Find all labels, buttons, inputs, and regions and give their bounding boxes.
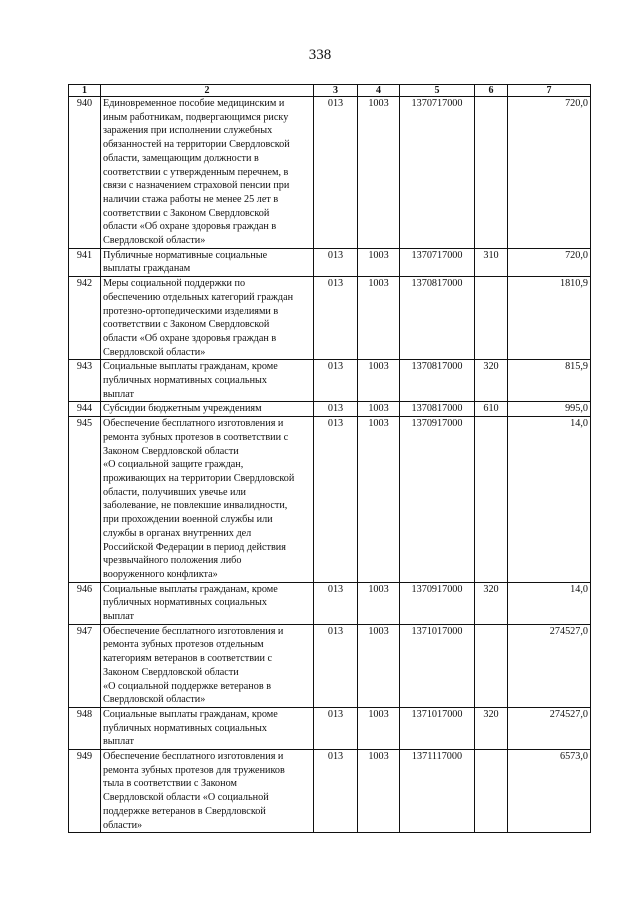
row-description — [101, 277, 314, 360]
row-target-article: 1370917000 — [400, 582, 475, 624]
row-expense-type — [475, 624, 508, 707]
row-section-code: 1003 — [358, 248, 400, 276]
row-description — [101, 624, 314, 707]
description-line: выплат — [103, 736, 134, 748]
table-row — [69, 248, 591, 276]
row-expense-type: 610 — [475, 402, 508, 417]
row-number: 946 — [69, 582, 101, 624]
row-target-article: 1370717000 — [400, 97, 475, 249]
row-amount: 274527,0 — [508, 707, 591, 749]
row-number: 943 — [69, 360, 101, 402]
row-target-article: 1371117000 — [400, 750, 475, 833]
row-number: 942 — [69, 277, 101, 360]
row-description — [101, 582, 314, 624]
description-line: Единовременное пособие медицинским и — [103, 98, 285, 109]
description-line: поддержке ветеранов в Свердловской — [103, 805, 266, 817]
description-line: публичных нормативных социальных — [103, 597, 267, 609]
row-section-code: 1003 — [358, 750, 400, 833]
row-number: 947 — [69, 624, 101, 707]
description-line: Свердловской области «О социальной — [103, 792, 269, 804]
row-target-article: 1371017000 — [400, 624, 475, 707]
row-description — [101, 360, 314, 402]
row-expense-type: 320 — [475, 582, 508, 624]
row-number: 941 — [69, 248, 101, 276]
description-line: заболевание, не повлекшие инвалидности, — [103, 500, 288, 512]
row-target-article: 1370917000 — [400, 417, 475, 582]
row-ministry-code: 013 — [314, 417, 358, 582]
row-amount: 720,0 — [508, 248, 591, 276]
description-line: Российской Федерации в период действия — [103, 541, 286, 553]
row-amount: 995,0 — [508, 402, 591, 417]
table-row — [69, 360, 591, 402]
description-line: публичных нормативных социальных — [103, 722, 267, 734]
header-col-2: 2 — [101, 85, 314, 97]
row-description — [101, 248, 314, 276]
description-line: ремонта зубных протезов отдельным — [103, 639, 264, 651]
description-line: иным работникам, подвергающимся риску — [103, 111, 289, 123]
description-line: чрезвычайного положения либо — [103, 555, 242, 567]
description-line: области «Об охране здоровья граждан в — [103, 332, 277, 344]
description-line: выплат — [103, 611, 134, 623]
row-description — [101, 97, 314, 249]
row-number: 940 — [69, 97, 101, 249]
row-target-article: 1370817000 — [400, 402, 475, 417]
description-line: выплат — [103, 388, 134, 400]
description-line: Свердловской области» — [103, 346, 206, 358]
row-number: 944 — [69, 402, 101, 417]
description-line: заражения при исполнении служебных — [103, 125, 273, 137]
table-row — [69, 97, 591, 249]
description-line: «О социальной поддержке ветеранов в — [103, 680, 272, 692]
row-description — [101, 707, 314, 749]
description-line: Субсидии бюджетным учреждениям — [103, 403, 262, 415]
description-line: Социальные выплаты гражданам, кроме — [103, 583, 278, 595]
description-line: протезно-ортопедическими изделиями в — [103, 305, 279, 317]
header-col-5: 5 — [400, 85, 475, 97]
row-section-code: 1003 — [358, 402, 400, 417]
description-line: области, замещающим должности в — [103, 152, 259, 164]
description-line: при прохождении военной службы или — [103, 514, 273, 526]
header-col-1: 1 — [69, 85, 101, 97]
description-line: обеспечению отдельных категорий граждан — [103, 291, 294, 303]
budget-table — [68, 84, 591, 833]
row-target-article: 1371017000 — [400, 707, 475, 749]
description-line: соответствии с утвержденным перечнем, в — [103, 166, 289, 178]
description-line: Законом Свердловской области — [103, 666, 239, 678]
description-line: соответствии с Законом Свердловской — [103, 319, 270, 331]
row-section-code: 1003 — [358, 582, 400, 624]
row-ministry-code: 013 — [314, 582, 358, 624]
description-line: категориям ветеранов в соответствии с — [103, 653, 273, 665]
row-ministry-code: 013 — [314, 750, 358, 833]
description-line: Свердловской области» — [103, 694, 206, 706]
description-line: Социальные выплаты гражданам, кроме — [103, 361, 278, 373]
header-col-7: 7 — [508, 85, 591, 97]
row-amount: 6573,0 — [508, 750, 591, 833]
table-row — [69, 624, 591, 707]
description-line: тыла в соответствии с Законом — [103, 778, 237, 790]
description-line: Законом Свердловской области — [103, 445, 239, 457]
row-expense-type: 310 — [475, 248, 508, 276]
description-line: ремонта зубных протезов для тружеников — [103, 764, 285, 776]
row-expense-type — [475, 97, 508, 249]
header-row — [69, 85, 591, 97]
description-line: соответствии с Законом Свердловской — [103, 207, 270, 219]
row-amount: 1810,9 — [508, 277, 591, 360]
row-target-article: 1370717000 — [400, 248, 475, 276]
table-row — [69, 417, 591, 582]
table-row — [69, 402, 591, 417]
row-amount: 720,0 — [508, 97, 591, 249]
description-line: проживающих на территории Свердловской — [103, 472, 295, 484]
row-ministry-code: 013 — [314, 707, 358, 749]
row-number: 949 — [69, 750, 101, 833]
row-expense-type — [475, 750, 508, 833]
row-number: 945 — [69, 417, 101, 582]
description-line: области» — [103, 819, 143, 831]
row-ministry-code: 013 — [314, 624, 358, 707]
description-line: Обеспечение бесплатного изготовления и — [103, 751, 284, 763]
row-section-code: 1003 — [358, 707, 400, 749]
header-col-4: 4 — [358, 85, 400, 97]
row-section-code: 1003 — [358, 624, 400, 707]
description-line: службы в органах внутренних дел — [103, 527, 252, 539]
row-expense-type — [475, 277, 508, 360]
row-section-code: 1003 — [358, 277, 400, 360]
row-target-article: 1370817000 — [400, 360, 475, 402]
description-line: Публичные нормативные социальные — [103, 249, 268, 261]
row-amount: 14,0 — [508, 417, 591, 582]
description-line: публичных нормативных социальных — [103, 375, 267, 387]
header-col-6: 6 — [475, 85, 508, 97]
row-description — [101, 402, 314, 417]
description-line: наличии стажа работы не менее 25 лет в — [103, 193, 279, 205]
description-line: обязанностей на территории Свердловской — [103, 139, 290, 151]
description-line: области «Об охране здоровья граждан в — [103, 221, 277, 233]
row-expense-type: 320 — [475, 360, 508, 402]
row-section-code: 1003 — [358, 417, 400, 582]
description-line: выплаты гражданам — [103, 263, 191, 275]
row-description — [101, 417, 314, 582]
row-amount: 815,9 — [508, 360, 591, 402]
row-target-article: 1370817000 — [400, 277, 475, 360]
table-row — [69, 277, 591, 360]
description-line: вооруженного конфликта» — [103, 568, 218, 580]
row-amount: 14,0 — [508, 582, 591, 624]
row-expense-type: 320 — [475, 707, 508, 749]
description-line: области, получивших увечье или — [103, 486, 246, 498]
row-number: 948 — [69, 707, 101, 749]
row-description — [101, 750, 314, 833]
page-number: 338 — [308, 47, 332, 63]
description-line: Меры социальной поддержки по — [103, 278, 246, 290]
row-expense-type — [475, 417, 508, 582]
row-ministry-code: 013 — [314, 402, 358, 417]
description-line: Свердловской области» — [103, 235, 206, 247]
row-ministry-code: 013 — [314, 97, 358, 249]
description-line: «О социальной защите граждан, — [103, 459, 244, 471]
table-row — [69, 707, 591, 749]
table-row — [69, 582, 591, 624]
row-ministry-code: 013 — [314, 277, 358, 360]
table-row — [69, 750, 591, 833]
row-amount: 274527,0 — [508, 624, 591, 707]
description-line: Обеспечение бесплатного изготовления и — [103, 625, 284, 637]
row-ministry-code: 013 — [314, 248, 358, 276]
header-col-3: 3 — [314, 85, 358, 97]
description-line: связи с назначением страховой пенсии при — [103, 180, 290, 192]
description-line: Обеспечение бесплатного изготовления и — [103, 418, 284, 430]
description-line: Социальные выплаты гражданам, кроме — [103, 708, 278, 720]
description-line: ремонта зубных протезов в соответствии с — [103, 431, 289, 443]
row-ministry-code: 013 — [314, 360, 358, 402]
row-section-code: 1003 — [358, 97, 400, 249]
row-section-code: 1003 — [358, 360, 400, 402]
